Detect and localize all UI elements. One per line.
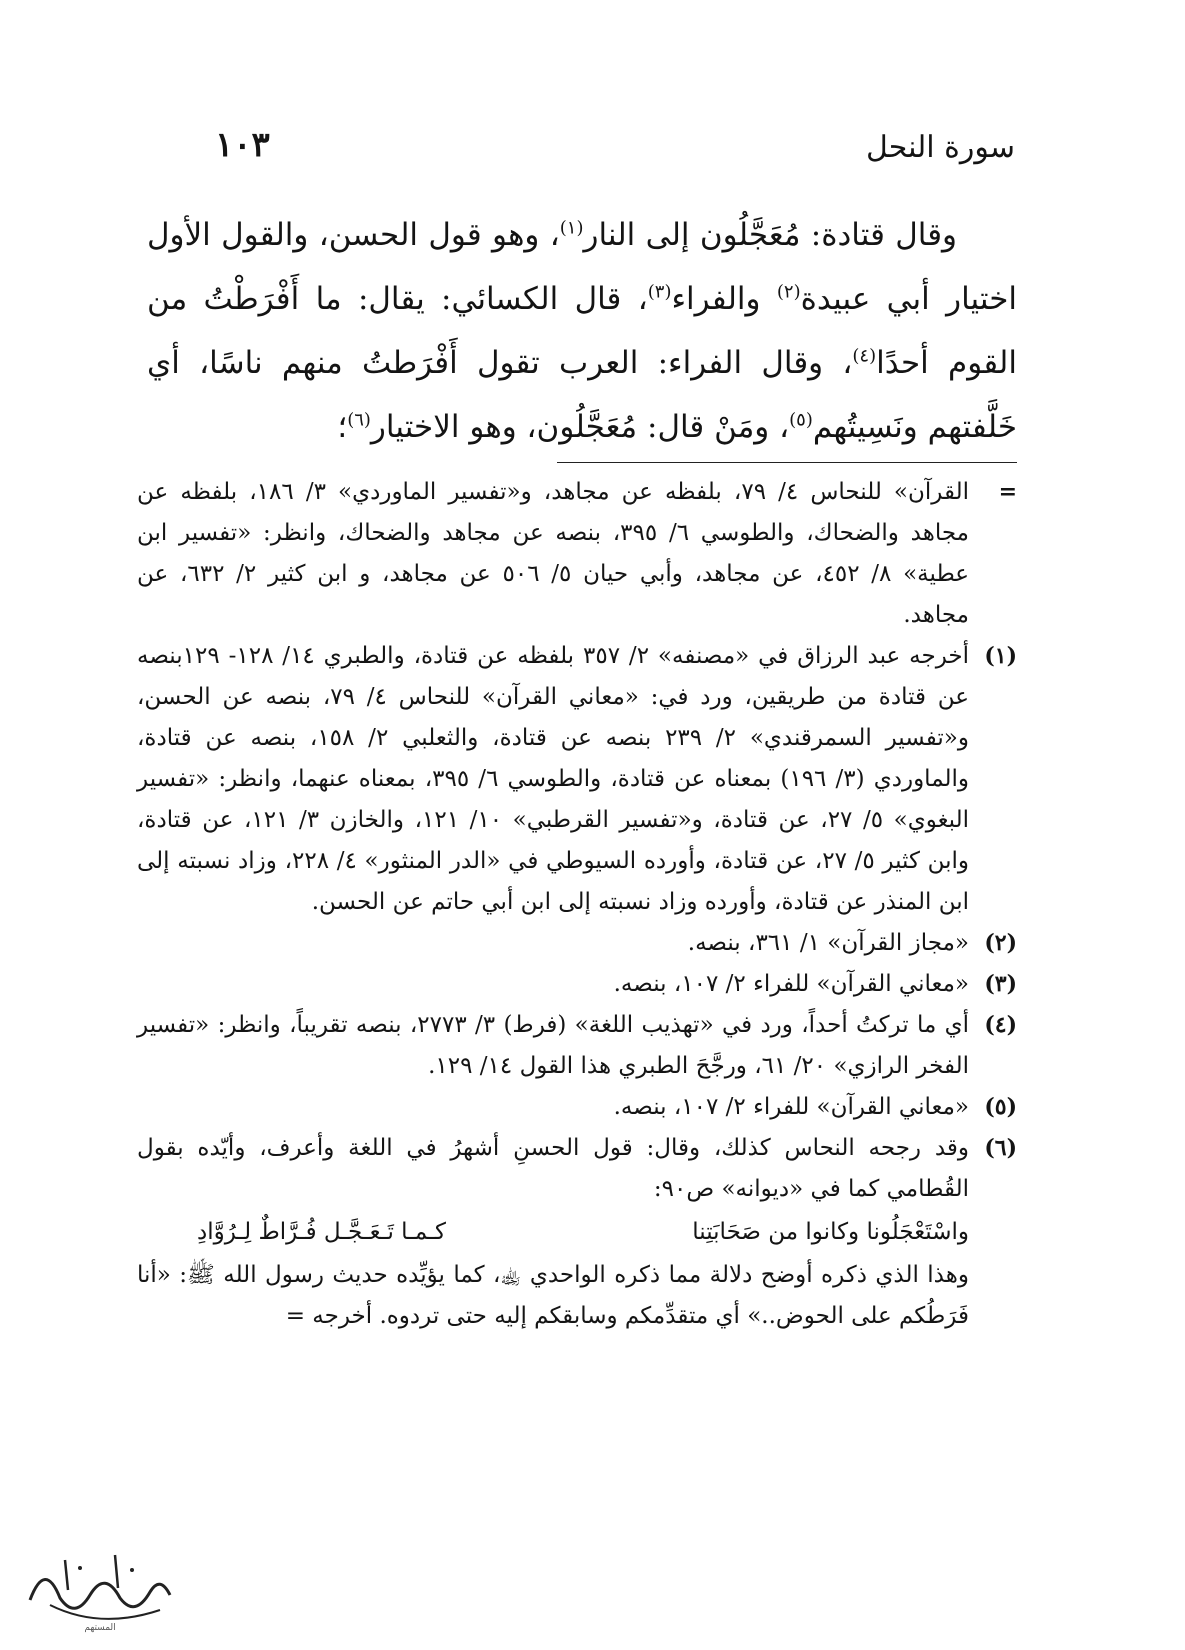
footnote-text: وهذا الذي ذكره أوضح دلالة مما ذكره الواحدي ﵀، كما يؤيِّده حديث رسول الله ﷺ: «أنا فَرَطُكم على الحوض..» أي متقدِّمكم وسابقكم إليه حتى تردوه. أخرجه = xyxy=(137,1262,969,1329)
footnotes-section xyxy=(137,472,1017,1337)
footnote-6 xyxy=(137,1128,1017,1210)
footnote-number: (٦) xyxy=(984,1135,1017,1161)
footnote-2 xyxy=(137,923,1017,964)
main-text-segment: ؛ xyxy=(337,409,348,445)
footnote-4 xyxy=(137,1005,1017,1087)
footnote-number: (٥) xyxy=(984,1094,1017,1120)
poem-second-hemistich: كـمـا تَـعَـجَّـل فُـرَّاطٌ لِـرُوَّادِ xyxy=(197,1219,446,1245)
main-text-segment: ، قال الكسائي: يقال: ما أَفْرَطْتُ من القوم أحدًا xyxy=(147,281,1017,381)
footnote-number: (٣) xyxy=(984,971,1017,997)
footnote-text: أي ما تركتُ أحداً، ورد في «تهذيب اللغة» (فرط) ٣/ ٢٧٧٣، بنصه تقريباً، وانظر: «تفسير الفخر الرازي» ٢٠/ ٦١، ورجَّحَ الطبري هذا القول ١٤/ ١٢٩. xyxy=(137,1012,970,1079)
main-text-segment: ، وهو قول الحسن، والقول الأول اختيار أبي عبيدة xyxy=(147,217,1018,317)
footnote-3 xyxy=(137,964,1017,1005)
main-text-segment: والفراء xyxy=(671,281,777,317)
footnote-number: (٢) xyxy=(984,930,1017,956)
footnote-text: «معاني القرآن» للفراء ٢/ ١٠٧، بنصه. xyxy=(613,1094,969,1120)
footnote-ref: (٦) xyxy=(347,409,371,431)
svg-text:المستهم: المستهم xyxy=(84,1623,116,1633)
footnote-1 xyxy=(137,636,1017,923)
footnote-number: (٤) xyxy=(984,1012,1017,1038)
continuation-mark: = xyxy=(998,479,1017,505)
footnote-text: «معاني القرآن» للفراء ٢/ ١٠٧، بنصه. xyxy=(613,971,969,997)
poem-verse xyxy=(137,1212,1017,1253)
footnote-ref: (١) xyxy=(559,217,584,239)
poem-first-hemistich: واسْتَعْجَلُونا وكانوا من صَحَابَتِنا xyxy=(692,1219,969,1245)
main-text-segment: وقال قتادة: مُعَجَّلُون إلى النار xyxy=(583,217,958,253)
footnote-text: أخرجه عبد الرزاق في «مصنفه» ٢/ ٣٥٧ بلفظه عن قتادة، والطبري ١٤/ ١٢٨- ١٢٩بنصه عن قتادة من طريقين، ورد في: «معاني القرآن» للنحاس ٤/ ٧٩، بنصه عن الحسن، و«تفسير السمرقندي» ٢/ ٢٣٩ بنصه عن قتادة، والثعلبي ٢/ ١٥٨، بنصه عن قتادة، والماوردي (٣/ ١٩٦) بمعناه عن قتادة، والطوسي ٦/ ٣٩٥، بمعناه عنهما، وانظر: «تفسير البغوي» ٥/ ٢٧، عن قتادة، و«تفسير القرطبي» ١٠/ ١٢١، والخازن ٣/ ١٢١، عن قتادة، وابن كثير ٥/ ٢٧، عن قتادة، وأورده السيوطي في «الدر المنثور» ٤/ ٢٢٨، وزاد نسبته إلى ابن المنذر عن قتادة، وأورده وزاد نسبته إلى ابن أبي حاتم عن الحسن. xyxy=(137,643,970,915)
footnote-text: «مجاز القرآن» ١/ ٣٦١، بنصه. xyxy=(687,930,969,956)
footnote-number: (١) xyxy=(984,643,1017,669)
page-number: ١٠٣ xyxy=(215,125,270,165)
main-text-segment: ، وقال الفراء: العرب تقول أَفْرَطتُ منهم ناسًا، أي خَلَّفتهم ونَسِيتُهم xyxy=(147,345,1017,445)
footnote-ref: (٥) xyxy=(789,409,813,431)
watermark-logo xyxy=(20,1540,180,1635)
main-text-segment: ، ومَنْ قال: مُعَجَّلُون، وهو الاختيار xyxy=(370,409,790,445)
main-body-text xyxy=(147,203,1017,459)
footnote-continuation xyxy=(137,472,1017,636)
footnote-separator xyxy=(557,462,1017,463)
footnote-ref: (٤) xyxy=(852,345,877,367)
footnote-ref: (٣) xyxy=(647,281,672,303)
calligraphy-logo-icon xyxy=(20,1540,180,1635)
footnote-text: وقد رجحه النحاس كذلك، وقال: قول الحسنِ أشهرُ في اللغة وأعرف، وأيّده بقول القُطامي كما في «ديوانه» ص٩٠: xyxy=(137,1135,969,1202)
footnote-5 xyxy=(137,1087,1017,1128)
footnote-ref: (٢) xyxy=(776,281,801,303)
main-paragraph xyxy=(147,203,1017,459)
footnote-text: القرآن» للنحاس ٤/ ٧٩، بلفظه عن مجاهد، و«تفسير الماوردي» ٣/ ١٨٦، بلفظه عن مجاهد والضحاك، والطوسي ٦/ ٣٩٥، بنصه عن مجاهد والضحاك، وانظر: «تفسير ابن عطية» ٨/ ٤٥٢، عن مجاهد، وأبي حيان ٥/ ٥٠٦ عن مجاهد، و ابن كثير ٢/ ٦٣٢، عن مجاهد. xyxy=(137,479,970,628)
running-header-surah: سورة النحل xyxy=(866,130,1015,165)
footnote-6-continuation xyxy=(137,1255,1017,1337)
